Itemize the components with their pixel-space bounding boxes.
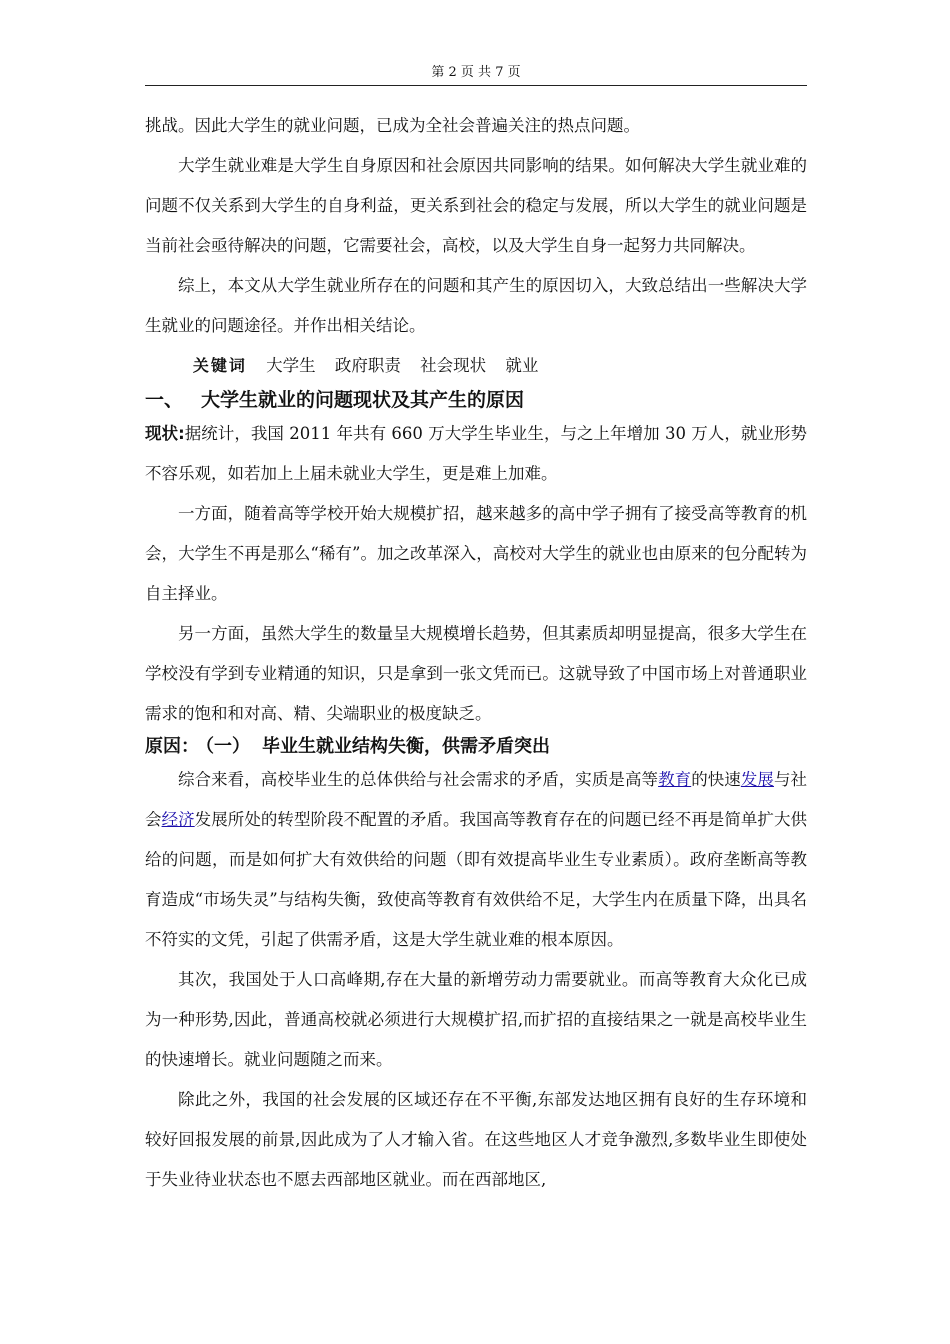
link-education[interactable]: 教育 [658, 770, 692, 789]
section-number: 一、 [145, 389, 184, 411]
section-title: 大学生就业的问题现状及其产生的原因 [201, 389, 525, 411]
keywords-line [145, 346, 807, 386]
paragraph: 另一方面，虽然大学生的数量呈大规模增长趋势，但其素质却明显提高，很多大学生在学校没有学到专业精通的知识，只是拿到一张文凭而已。这就导致了中国市场上对普通职业需求的饱和和对高、精、尖端职业的极度缺乏。 [145, 624, 807, 723]
link-development[interactable]: 发展 [740, 770, 774, 789]
text-run: 综合来看，高校毕业生的总体供给与社会需求的矛盾，实质是高等 [178, 770, 659, 789]
text-run: 发展所处的转型阶段不配置的矛盾。我国高等教育存在的问题已经不再是简单扩大供给的问题，而是如何扩大有效供给的问题（即有效提高毕业生专业素质）。政府垄断高等教育造成“市场失灵”与结构失衡，致使高等教育有效供给不足，大学生内在质量下降，出具名不符实的文凭，引起了供需矛盾，这是大学生就业难的根本原因。 [145, 810, 808, 949]
subsection-number: （一） [205, 736, 250, 757]
status-label: 现状: [145, 424, 185, 443]
paragraph: 其次，我国处于人口高峰期,存在大量的新增劳动力需要就业。而高等教育大众化已成为一种形势,因此，普通高校就必须进行大规模扩招,而扩招的直接结果之一就是高校毕业生的快速增长。就业问题随之而来。 [145, 970, 807, 1069]
header-divider [145, 85, 807, 86]
page-header [145, 64, 807, 82]
keyword: 社会现状 [420, 356, 487, 375]
paragraph [145, 760, 807, 960]
reason-label: 原因： [145, 736, 199, 757]
keyword: 就业 [505, 356, 539, 375]
link-economy[interactable]: 经济 [161, 810, 195, 829]
text-run: 与社会 [145, 770, 808, 829]
keywords-label: 关键词 [192, 356, 247, 375]
keyword: 政府职责 [334, 356, 401, 375]
paragraph: 除此之外，我国的社会发展的区域还存在不平衡,东部发达地区拥有良好的生存环境和较好回报发展的前景,因此成为了人才输入省。在这些地区人才竞争激烈,多数毕业生即使处于失业待业状态也不愿去西部地区就业。而在西部地区, [145, 1090, 807, 1189]
subsection-heading [145, 734, 807, 760]
paragraph: 大学生就业难是大学生自身原因和社会原因共同影响的结果。如何解决大学生就业难的问题不仅关系到大学生的自身利益，更关系到社会的稳定与发展，所以大学生的就业问题是当前社会亟待解决的问题，它需要社会，高校，以及大学生自身一起努力共同解决。 [145, 156, 807, 255]
paragraph: 挑战。因此大学生的就业问题，已成为全社会普遍关注的热点问题。 [145, 116, 640, 135]
subsection-title: 毕业生就业结构失衡，供需矛盾突出 [262, 736, 550, 757]
paragraph: 综上，本文从大学生就业所存在的问题和其产生的原因切入，大致总结出一些解决大学生就业的问题途径。并作出相关结论。 [145, 276, 807, 335]
text-run: 的快速 [691, 770, 741, 789]
status-text: 据统计，我国 2011 年共有 660 万大学生毕业生，与之上年增加 30 万人，就业形势不容乐观，如若加上上届未就业大学生，更是难上加难。 [145, 424, 807, 483]
section-heading [145, 386, 807, 414]
page-indicator: 第 2 页 共 7 页 [431, 65, 521, 80]
paragraph: 一方面，随着高等学校开始大规模扩招，越来越多的高中学子拥有了接受高等教育的机会，大学生不再是那么“稀有”。加之改革深入，高校对大学生的就业也由原来的包分配转为自主择业。 [145, 504, 807, 603]
keyword: 大学生 [266, 356, 316, 375]
document-body [145, 106, 807, 1200]
paragraph-status [145, 414, 807, 494]
